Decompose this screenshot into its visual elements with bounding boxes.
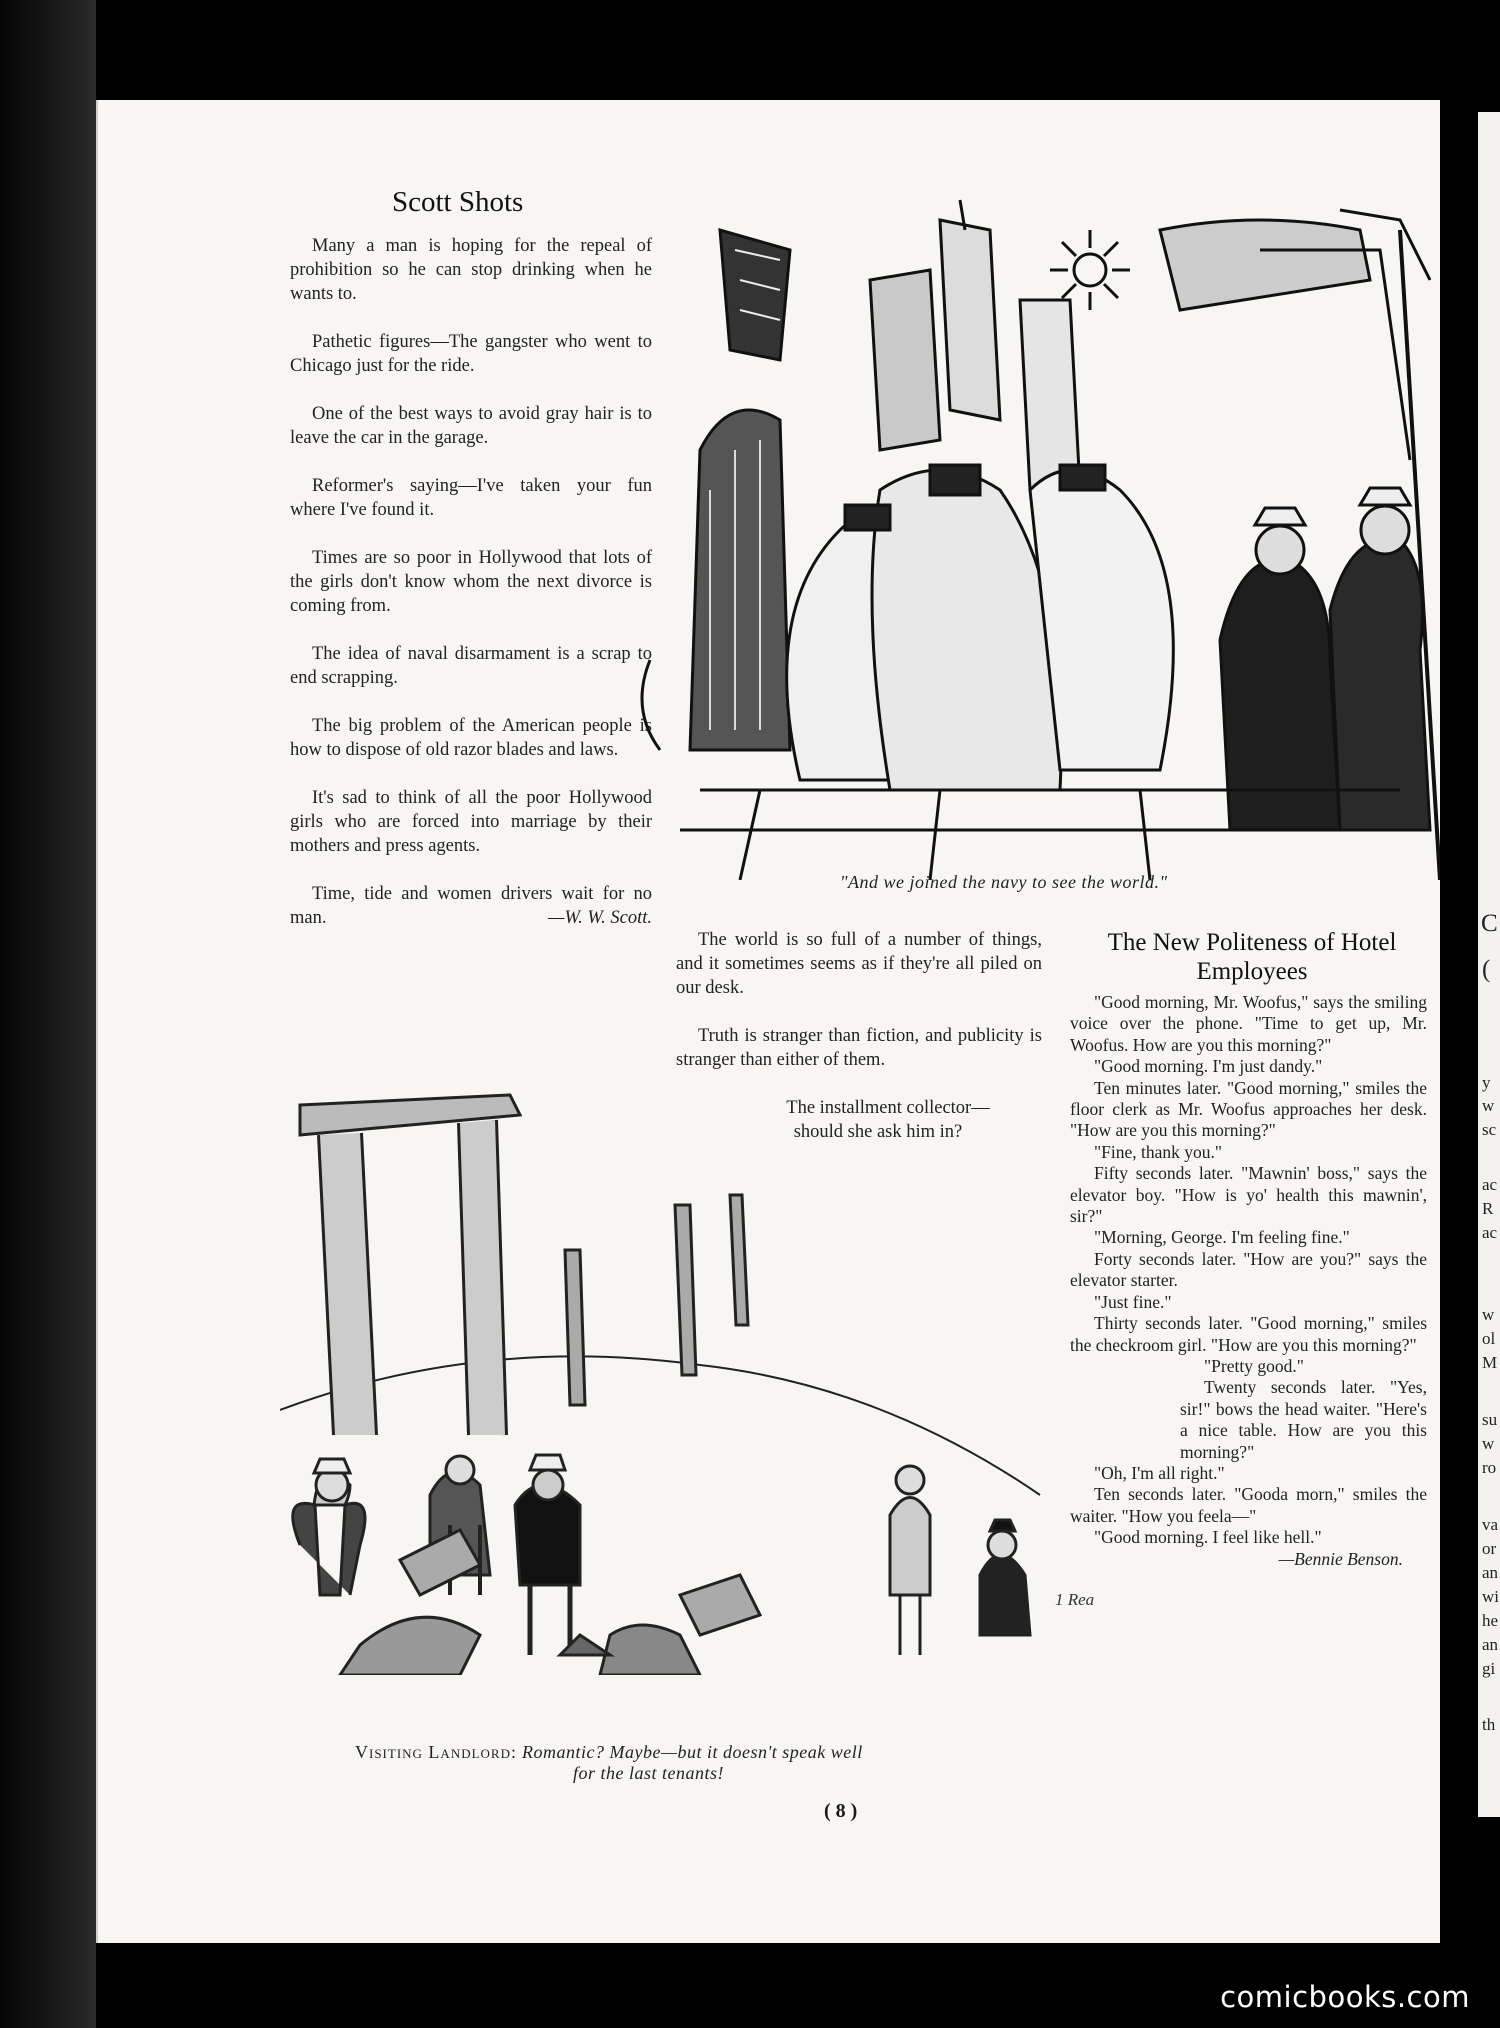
next-page-fragment: M (1482, 1353, 1498, 1372)
next-page-fragment: or (1482, 1539, 1497, 1558)
politeness-title-line: The New Politeness of Hotel (1107, 929, 1397, 956)
next-page-fragment: ( (1482, 956, 1491, 983)
dialog-line: "Morning, George. I'm feeling fine." (1094, 1227, 1350, 1248)
next-page-fragment: an (1482, 1635, 1499, 1654)
caption-line: for the last tenants! (573, 1763, 724, 1783)
dialog-line: "Pretty good." (1204, 1355, 1304, 1376)
next-page-fragment: su (1482, 1410, 1498, 1429)
next-page-fragment: w (1482, 1305, 1495, 1324)
next-page-fragment: ac (1482, 1223, 1498, 1242)
next-page-fragment: he (1482, 1611, 1499, 1630)
next-page-fragment: C (1481, 910, 1498, 937)
joke-paragraph: It's sad to think of all the poor Hollywood girls who are forced into marriage by their mothers and press agents. (290, 788, 652, 856)
next-page-fragment: ac (1482, 1175, 1498, 1194)
politeness-title-line: Employees (1196, 958, 1308, 985)
next-page-fragment: ro (1482, 1458, 1497, 1477)
politeness-title (1070, 928, 1434, 986)
scott-shots-column (290, 234, 652, 930)
next-page-fragment: sc (1482, 1120, 1497, 1139)
dialog-line: "Good morning. I feel like hell." (1094, 1527, 1322, 1548)
caption-line: Romantic? Maybe—but it doesn't speak well (521, 1742, 863, 1762)
dialog-line: Ten seconds later. "Gooda morn," smiles the waiter. "How you feela—" (1070, 1484, 1427, 1526)
next-page-fragment: R (1482, 1199, 1494, 1218)
joke-paragraph: Truth is stranger than fiction, and publicity is stranger than either of them. (676, 1026, 1042, 1070)
joke-paragraph: Time, tide and women drivers wait for no man. —W. W. Scott. (290, 884, 652, 928)
caption-speaker: Visiting Landlord: (355, 1742, 517, 1762)
dialog-line: "Good morning, Mr. Woofus," says the smiling voice over the phone. "Time to get up, Mr. Woofus. How are you this morning?" (1070, 992, 1427, 1055)
next-page-fragment: va (1482, 1515, 1499, 1534)
joke-paragraph: Reformer's saying—I've taken your fun where I've found it. (290, 476, 652, 520)
joke-paragraph: The big problem of the American people is how to dispose of old razor blades and laws. (290, 716, 652, 760)
dialog-line: Thirty seconds later. "Good morning," smiles the checkroom girl. "How are you this morning?" (1070, 1313, 1427, 1355)
joke-paragraph: The world is so full of a number of things, and it sometimes seems as if they're all piled on our desk. (676, 930, 1042, 998)
ruins-artist-signature: 1 Rea (1055, 1590, 1095, 1609)
next-page-fragment: ol (1482, 1329, 1496, 1348)
next-page-fragment: w (1482, 1434, 1495, 1453)
scan-shadow (0, 0, 96, 2028)
dialog-line: "Fine, thank you." (1094, 1141, 1223, 1162)
site-watermark: comicbooks.com (1220, 1980, 1470, 2014)
joke-paragraph: The idea of naval disarmament is a scrap to end scrapping. (290, 644, 652, 688)
politeness-column (1070, 992, 1427, 1570)
scott-shots-title: Scott Shots (392, 186, 524, 218)
benson-attribution: —Bennie Benson. (1278, 1548, 1403, 1569)
page-gutter (1440, 100, 1478, 1943)
joke-paragraph: One of the best ways to avoid gray hair is to leave the car in the garage. (290, 404, 652, 448)
next-page-fragment: y (1482, 1073, 1491, 1092)
joke-paragraph: Times are so poor in Hollywood that lots of the girls don't know whom the next divorce is coming from. (290, 548, 652, 616)
dialog-line: Forty seconds later. "How are you?" says the elevator starter. (1070, 1248, 1427, 1291)
next-page-fragment: th (1482, 1715, 1496, 1734)
page-number: ( 8 ) (824, 1800, 858, 1822)
navy-cartoon-illustration (640, 190, 1440, 880)
scott-attribution: —W. W. Scott. (548, 908, 652, 928)
installment-joke: The installment collector— should she ask him in? (786, 1098, 990, 1142)
dialog-line: "Just fine." (1094, 1291, 1172, 1312)
next-page-fragment: an (1482, 1563, 1499, 1582)
dialog-line: "Oh, I'm all right." (1094, 1462, 1225, 1483)
next-page-fragment: gi (1482, 1659, 1496, 1678)
joke-paragraph: Many a man is hoping for the repeal of prohibition so he can stop drinking when he wants to. (290, 236, 652, 304)
dialog-line: "Good morning. I'm just dandy." (1094, 1056, 1323, 1077)
joke-paragraph: Pathetic figures—The gangster who went to Chicago just for the ride. (290, 332, 652, 376)
dialog-line: Ten minutes later. "Good morning," smiles the floor clerk as Mr. Woofus approaches her desk. "How are you this morning?" (1070, 1077, 1427, 1141)
dialog-line: Twenty seconds later. "Yes, sir!" bows the head waiter. "Here's a nice table. How are you this morning?" (1180, 1377, 1427, 1462)
ruins-cartoon-caption (355, 1742, 1075, 1784)
next-page-fragment: wi (1482, 1587, 1499, 1606)
navy-cartoon-caption: "And we joined the navy to see the world." (840, 872, 1168, 892)
dialog-line: Fifty seconds later. "Mawnin' boss," says the elevator boy. "How is yo' health this mawnin', sir?" (1070, 1163, 1427, 1227)
next-page-fragment: w (1482, 1096, 1495, 1115)
ruins-cartoon-illustration (280, 1075, 1060, 1675)
